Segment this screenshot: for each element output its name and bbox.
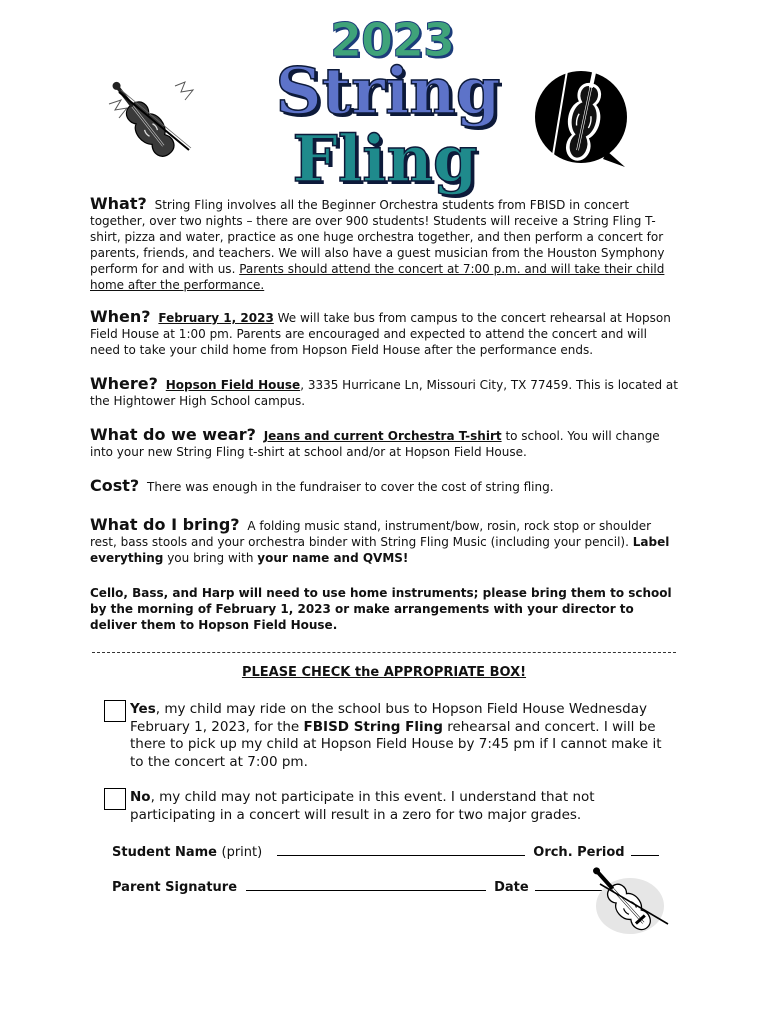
parent-signature-label: Parent Signature (112, 880, 238, 895)
yes-option-text (130, 701, 675, 771)
bring-label-bold: Label everything (90, 535, 670, 565)
violin-clipart-icon (105, 80, 197, 162)
date-label: Date (494, 880, 529, 895)
student-name-row (112, 843, 659, 860)
heading-when: When? (90, 307, 151, 326)
parent-signature-row (112, 878, 611, 895)
bring-label-bold-2: your name and QVMS! (257, 551, 409, 565)
when-text: We will take bus from campus to the concert rehearsal at Hopson Field House at 1:00 pm. Parents are encouraged and expected to attend the concert and will need to take your child home from Hopson Field House after the performance ends. (90, 311, 671, 357)
title-fling: Fling (292, 122, 478, 197)
what-text: String Fling involves all the Beginner Orchestra students from FBISD in concert together, over two nights – there are over 900 students! Students will receive a String Fling T-shirt, pizza and water, practice as one huge orchestra together, and then perform a concert for parents, friends, and teachers. We will also have a guest musician from the Houston Symphony perform for and with us. (90, 198, 665, 276)
title-string: String (275, 54, 501, 129)
yes-text-1: , my child may ride on the school bus to Hopson Field House Wednesday February 1, 2023, for the (130, 701, 648, 735)
title-year: 2023 (330, 13, 455, 67)
what-underlined-text: Parents should attend the concert at 7:00 p.m. and will take their child home after the performance. (90, 262, 665, 292)
orch-period-label: Orch. Period (533, 845, 625, 860)
when-date: February 1, 2023 (158, 311, 274, 325)
section-instruments-note: Cello, Bass, and Harp will need to use home instruments; please bring them to school by the morning of February 1, 2023 or make arrangements with your director to deliver them to Hopson Field House. (90, 586, 672, 632)
form-title: PLEASE CHECK the APPROPRIATE BOX! (241, 665, 527, 680)
cost-text: There was enough in the fundraiser to cover the cost of string fling. (147, 480, 554, 494)
wear-item: Jeans and current Orchestra T-shirt (263, 429, 502, 443)
tear-off-divider (92, 652, 676, 653)
heading-wear: What do we wear? (90, 425, 256, 444)
orch-period-field[interactable] (631, 843, 659, 856)
no-option-text (130, 789, 675, 824)
section-bring (90, 517, 680, 566)
where-place: Hopson Field House (165, 378, 301, 392)
no-label: No (130, 789, 151, 805)
parent-signature-field[interactable] (246, 878, 486, 891)
wear-text: to school. You will change into your new String Fling t-shirt at school and/or at Hopson Field House. (90, 429, 660, 459)
yes-label: Yes (130, 701, 156, 717)
section-cost (90, 478, 680, 495)
no-checkbox[interactable] (104, 788, 126, 810)
section-wear (90, 427, 680, 460)
where-text: , 3335 Hurricane Ln, Missouri City, TX 77459. This is located at the Hightower High School campus. (90, 378, 678, 408)
heading-what: What? (90, 194, 147, 213)
yes-text-2: rehearsal and concert. I will be there to pick up my child at Hopson Field House by 7:45 pm if I cannot make it to the concert at 7:00 pm. (130, 718, 662, 770)
heading-where: Where? (90, 374, 158, 393)
student-name-field[interactable] (277, 843, 525, 856)
student-name-label: Student Name (112, 845, 217, 860)
section-what (90, 196, 680, 293)
yes-event-name: FBISD String Fling (303, 718, 443, 735)
student-name-hint: (print) (221, 845, 263, 860)
bring-text: A folding music stand, instrument/bow, rosin, rock stop or shoulder rest, bass stools and your orchestra binder with String Fling Music (including your pencil). (90, 519, 652, 549)
section-when (90, 309, 680, 358)
small-violin-clipart-icon (590, 866, 676, 942)
section-where (90, 376, 680, 409)
bring-text-2: you bring with (167, 551, 254, 565)
cello-clipart-icon (533, 55, 633, 175)
no-text: , my child may not participate in this event. I understand that not participating in a concert will result in a zero for two major grades. (130, 789, 595, 823)
yes-checkbox[interactable] (104, 700, 126, 722)
heading-cost: Cost? (90, 476, 140, 495)
heading-bring: What do I bring? (90, 515, 240, 534)
